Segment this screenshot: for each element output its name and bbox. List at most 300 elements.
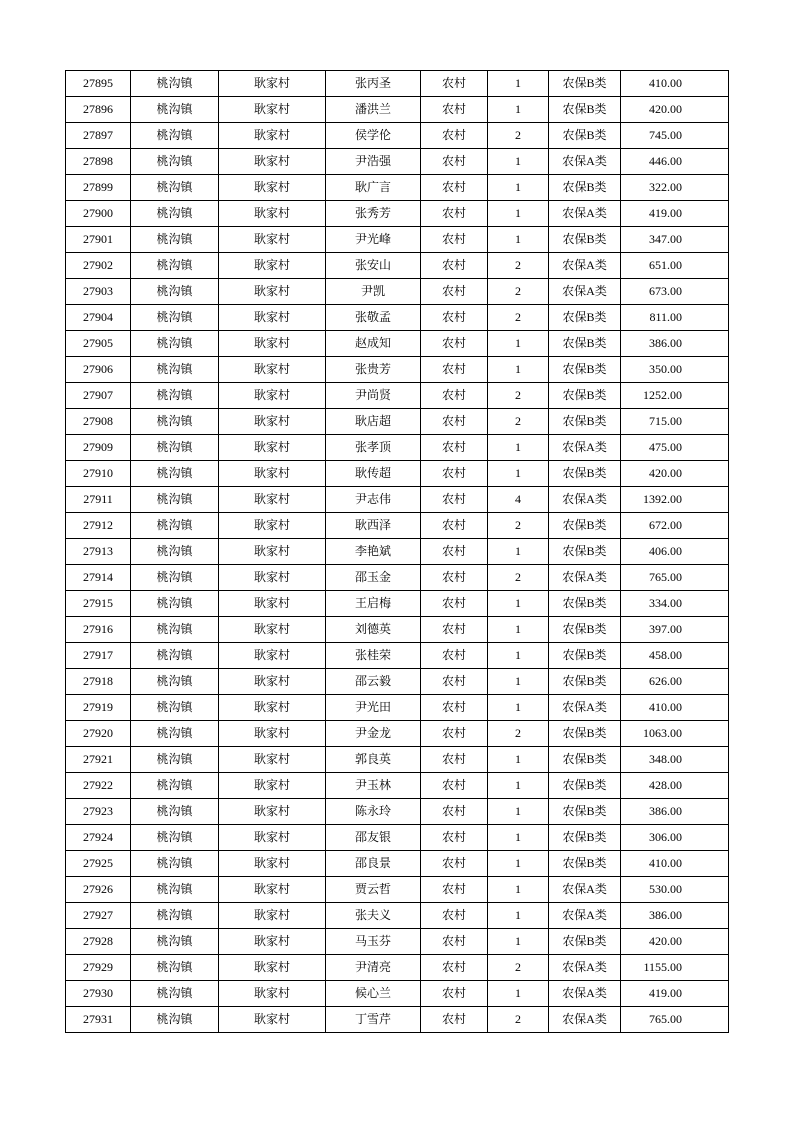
cell-name: 尹金龙 <box>326 721 421 747</box>
cell-count: 1 <box>488 669 549 695</box>
cell-category: 农村 <box>421 929 488 955</box>
cell-town: 桃沟镇 <box>131 409 219 435</box>
cell-amount: 1392.00 <box>621 487 729 513</box>
table-row <box>66 695 729 721</box>
cell-village: 耿家村 <box>219 487 326 513</box>
table-row <box>66 123 729 149</box>
cell-category: 农村 <box>421 487 488 513</box>
cell-id: 27897 <box>66 123 131 149</box>
cell-town: 桃沟镇 <box>131 331 219 357</box>
cell-amount: 397.00 <box>621 617 729 643</box>
table-row <box>66 825 729 851</box>
cell-insurance: 农保B类 <box>549 799 621 825</box>
cell-town: 桃沟镇 <box>131 227 219 253</box>
cell-category: 农村 <box>421 227 488 253</box>
cell-count: 1 <box>488 71 549 97</box>
table-row <box>66 305 729 331</box>
cell-town: 桃沟镇 <box>131 825 219 851</box>
cell-count: 2 <box>488 123 549 149</box>
cell-amount: 673.00 <box>621 279 729 305</box>
cell-insurance: 农保A类 <box>549 201 621 227</box>
cell-insurance: 农保B类 <box>549 71 621 97</box>
cell-count: 1 <box>488 539 549 565</box>
cell-town: 桃沟镇 <box>131 305 219 331</box>
cell-insurance: 农保B类 <box>549 591 621 617</box>
cell-insurance: 农保B类 <box>549 97 621 123</box>
cell-town: 桃沟镇 <box>131 149 219 175</box>
cell-name: 耿西泽 <box>326 513 421 539</box>
cell-village: 耿家村 <box>219 825 326 851</box>
table-row <box>66 435 729 461</box>
cell-id: 27907 <box>66 383 131 409</box>
table-row <box>66 175 729 201</box>
cell-village: 耿家村 <box>219 279 326 305</box>
cell-category: 农村 <box>421 617 488 643</box>
table-row <box>66 877 729 903</box>
cell-town: 桃沟镇 <box>131 981 219 1007</box>
cell-count: 1 <box>488 747 549 773</box>
table-row <box>66 669 729 695</box>
cell-name: 丁雪芹 <box>326 1007 421 1033</box>
cell-id: 27913 <box>66 539 131 565</box>
cell-count: 2 <box>488 383 549 409</box>
cell-name: 贾云哲 <box>326 877 421 903</box>
cell-village: 耿家村 <box>219 227 326 253</box>
cell-id: 27898 <box>66 149 131 175</box>
cell-id: 27917 <box>66 643 131 669</box>
cell-amount: 419.00 <box>621 201 729 227</box>
cell-id: 27914 <box>66 565 131 591</box>
cell-count: 2 <box>488 955 549 981</box>
cell-town: 桃沟镇 <box>131 617 219 643</box>
cell-amount: 420.00 <box>621 97 729 123</box>
cell-name: 邵云毅 <box>326 669 421 695</box>
cell-category: 农村 <box>421 305 488 331</box>
cell-town: 桃沟镇 <box>131 747 219 773</box>
cell-amount: 458.00 <box>621 643 729 669</box>
table-row <box>66 227 729 253</box>
cell-count: 1 <box>488 773 549 799</box>
cell-count: 2 <box>488 513 549 539</box>
table-row <box>66 747 729 773</box>
cell-amount: 475.00 <box>621 435 729 461</box>
table-row <box>66 1007 729 1033</box>
cell-category: 农村 <box>421 71 488 97</box>
cell-name: 张孝顶 <box>326 435 421 461</box>
table-row <box>66 201 729 227</box>
cell-village: 耿家村 <box>219 929 326 955</box>
cell-village: 耿家村 <box>219 123 326 149</box>
cell-insurance: 农保A类 <box>549 253 621 279</box>
cell-village: 耿家村 <box>219 903 326 929</box>
cell-id: 27924 <box>66 825 131 851</box>
cell-id: 27911 <box>66 487 131 513</box>
cell-name: 潘洪兰 <box>326 97 421 123</box>
cell-village: 耿家村 <box>219 201 326 227</box>
cell-insurance: 农保B类 <box>549 227 621 253</box>
cell-amount: 446.00 <box>621 149 729 175</box>
cell-village: 耿家村 <box>219 747 326 773</box>
cell-count: 2 <box>488 409 549 435</box>
cell-id: 27905 <box>66 331 131 357</box>
cell-count: 1 <box>488 695 549 721</box>
cell-village: 耿家村 <box>219 513 326 539</box>
table-row <box>66 71 729 97</box>
cell-amount: 334.00 <box>621 591 729 617</box>
cell-village: 耿家村 <box>219 799 326 825</box>
cell-town: 桃沟镇 <box>131 383 219 409</box>
cell-id: 27912 <box>66 513 131 539</box>
cell-category: 农村 <box>421 149 488 175</box>
cell-insurance: 农保A类 <box>549 487 621 513</box>
cell-amount: 811.00 <box>621 305 729 331</box>
cell-amount: 306.00 <box>621 825 729 851</box>
cell-village: 耿家村 <box>219 539 326 565</box>
cell-insurance: 农保B类 <box>549 383 621 409</box>
cell-id: 27908 <box>66 409 131 435</box>
cell-village: 耿家村 <box>219 981 326 1007</box>
cell-name: 耿店超 <box>326 409 421 435</box>
cell-town: 桃沟镇 <box>131 357 219 383</box>
cell-count: 2 <box>488 1007 549 1033</box>
cell-count: 1 <box>488 903 549 929</box>
table-row <box>66 643 729 669</box>
cell-name: 尹尚贤 <box>326 383 421 409</box>
cell-category: 农村 <box>421 123 488 149</box>
cell-town: 桃沟镇 <box>131 773 219 799</box>
cell-count: 4 <box>488 487 549 513</box>
cell-amount: 350.00 <box>621 357 729 383</box>
cell-amount: 1252.00 <box>621 383 729 409</box>
cell-id: 27921 <box>66 747 131 773</box>
cell-town: 桃沟镇 <box>131 565 219 591</box>
cell-name: 张秀芳 <box>326 201 421 227</box>
cell-id: 27925 <box>66 851 131 877</box>
cell-insurance: 农保B类 <box>549 331 621 357</box>
cell-town: 桃沟镇 <box>131 591 219 617</box>
cell-name: 邵玉金 <box>326 565 421 591</box>
cell-id: 27929 <box>66 955 131 981</box>
cell-village: 耿家村 <box>219 253 326 279</box>
cell-name: 尹志伟 <box>326 487 421 513</box>
cell-insurance: 农保A类 <box>549 981 621 1007</box>
cell-name: 马玉芬 <box>326 929 421 955</box>
cell-village: 耿家村 <box>219 591 326 617</box>
cell-insurance: 农保B类 <box>549 643 621 669</box>
cell-town: 桃沟镇 <box>131 201 219 227</box>
cell-town: 桃沟镇 <box>131 903 219 929</box>
cell-town: 桃沟镇 <box>131 799 219 825</box>
cell-name: 郭良英 <box>326 747 421 773</box>
cell-id: 27922 <box>66 773 131 799</box>
cell-insurance: 农保B类 <box>549 669 621 695</box>
cell-village: 耿家村 <box>219 305 326 331</box>
cell-town: 桃沟镇 <box>131 643 219 669</box>
cell-category: 农村 <box>421 695 488 721</box>
table-row <box>66 279 729 305</box>
cell-category: 农村 <box>421 513 488 539</box>
cell-amount: 386.00 <box>621 799 729 825</box>
cell-insurance: 农保B类 <box>549 539 621 565</box>
cell-insurance: 农保B类 <box>549 357 621 383</box>
cell-category: 农村 <box>421 851 488 877</box>
cell-amount: 410.00 <box>621 71 729 97</box>
table-row <box>66 617 729 643</box>
table-row <box>66 383 729 409</box>
cell-name: 邵良景 <box>326 851 421 877</box>
cell-category: 农村 <box>421 669 488 695</box>
cell-village: 耿家村 <box>219 643 326 669</box>
cell-name: 陈永玲 <box>326 799 421 825</box>
cell-count: 1 <box>488 175 549 201</box>
table-row <box>66 955 729 981</box>
table-row <box>66 253 729 279</box>
table-row <box>66 981 729 1007</box>
cell-village: 耿家村 <box>219 331 326 357</box>
cell-count: 1 <box>488 825 549 851</box>
cell-village: 耿家村 <box>219 565 326 591</box>
cell-count: 2 <box>488 253 549 279</box>
cell-count: 1 <box>488 97 549 123</box>
cell-count: 2 <box>488 565 549 591</box>
cell-amount: 348.00 <box>621 747 729 773</box>
cell-name: 张安山 <box>326 253 421 279</box>
cell-name: 尹凯 <box>326 279 421 305</box>
cell-id: 27896 <box>66 97 131 123</box>
cell-id: 27909 <box>66 435 131 461</box>
table-row <box>66 331 729 357</box>
cell-name: 张桂荣 <box>326 643 421 669</box>
cell-id: 27918 <box>66 669 131 695</box>
cell-id: 27904 <box>66 305 131 331</box>
cell-village: 耿家村 <box>219 669 326 695</box>
cell-insurance: 农保A类 <box>549 279 621 305</box>
cell-category: 农村 <box>421 461 488 487</box>
cell-name: 张丙圣 <box>326 71 421 97</box>
cell-id: 27899 <box>66 175 131 201</box>
cell-amount: 745.00 <box>621 123 729 149</box>
cell-town: 桃沟镇 <box>131 539 219 565</box>
cell-town: 桃沟镇 <box>131 669 219 695</box>
cell-village: 耿家村 <box>219 1007 326 1033</box>
cell-id: 27900 <box>66 201 131 227</box>
cell-village: 耿家村 <box>219 409 326 435</box>
cell-town: 桃沟镇 <box>131 955 219 981</box>
table-row <box>66 721 729 747</box>
cell-town: 桃沟镇 <box>131 461 219 487</box>
cell-village: 耿家村 <box>219 955 326 981</box>
table-row <box>66 487 729 513</box>
cell-insurance: 农保B类 <box>549 825 621 851</box>
cell-id: 27923 <box>66 799 131 825</box>
cell-category: 农村 <box>421 1007 488 1033</box>
cell-count: 1 <box>488 435 549 461</box>
table-row <box>66 773 729 799</box>
cell-category: 农村 <box>421 357 488 383</box>
cell-insurance: 农保B类 <box>549 747 621 773</box>
cell-count: 1 <box>488 617 549 643</box>
records-table <box>65 70 729 1033</box>
cell-category: 农村 <box>421 981 488 1007</box>
cell-insurance: 农保B类 <box>549 305 621 331</box>
cell-count: 1 <box>488 461 549 487</box>
table-row <box>66 539 729 565</box>
cell-count: 1 <box>488 851 549 877</box>
cell-id: 27930 <box>66 981 131 1007</box>
cell-village: 耿家村 <box>219 175 326 201</box>
records-table-body <box>66 71 729 1033</box>
cell-insurance: 农保B类 <box>549 123 621 149</box>
cell-id: 27927 <box>66 903 131 929</box>
cell-name: 尹光田 <box>326 695 421 721</box>
table-row <box>66 929 729 955</box>
cell-id: 27928 <box>66 929 131 955</box>
cell-category: 农村 <box>421 435 488 461</box>
table-row <box>66 851 729 877</box>
cell-amount: 1155.00 <box>621 955 729 981</box>
cell-name: 耿广言 <box>326 175 421 201</box>
cell-name: 赵成知 <box>326 331 421 357</box>
cell-id: 27926 <box>66 877 131 903</box>
cell-amount: 530.00 <box>621 877 729 903</box>
cell-id: 27910 <box>66 461 131 487</box>
cell-amount: 672.00 <box>621 513 729 539</box>
cell-id: 27919 <box>66 695 131 721</box>
cell-count: 1 <box>488 357 549 383</box>
cell-amount: 420.00 <box>621 461 729 487</box>
cell-insurance: 农保B类 <box>549 513 621 539</box>
cell-insurance: 农保A类 <box>549 903 621 929</box>
cell-insurance: 农保B类 <box>549 409 621 435</box>
cell-amount: 1063.00 <box>621 721 729 747</box>
cell-category: 农村 <box>421 539 488 565</box>
cell-category: 农村 <box>421 201 488 227</box>
cell-town: 桃沟镇 <box>131 929 219 955</box>
cell-town: 桃沟镇 <box>131 877 219 903</box>
cell-count: 1 <box>488 591 549 617</box>
cell-town: 桃沟镇 <box>131 435 219 461</box>
cell-count: 1 <box>488 929 549 955</box>
cell-town: 桃沟镇 <box>131 721 219 747</box>
cell-id: 27895 <box>66 71 131 97</box>
cell-category: 农村 <box>421 903 488 929</box>
cell-count: 1 <box>488 149 549 175</box>
cell-insurance: 农保A类 <box>549 435 621 461</box>
cell-category: 农村 <box>421 643 488 669</box>
cell-village: 耿家村 <box>219 773 326 799</box>
cell-count: 1 <box>488 799 549 825</box>
cell-name: 侯学伦 <box>326 123 421 149</box>
table-row <box>66 97 729 123</box>
cell-name: 尹清亮 <box>326 955 421 981</box>
table-row <box>66 461 729 487</box>
cell-village: 耿家村 <box>219 617 326 643</box>
cell-village: 耿家村 <box>219 97 326 123</box>
cell-town: 桃沟镇 <box>131 175 219 201</box>
cell-id: 27915 <box>66 591 131 617</box>
cell-name: 尹玉林 <box>326 773 421 799</box>
cell-amount: 765.00 <box>621 1007 729 1033</box>
cell-count: 1 <box>488 331 549 357</box>
cell-village: 耿家村 <box>219 851 326 877</box>
cell-category: 农村 <box>421 955 488 981</box>
cell-town: 桃沟镇 <box>131 487 219 513</box>
cell-id: 27931 <box>66 1007 131 1033</box>
cell-amount: 410.00 <box>621 851 729 877</box>
cell-insurance: 农保A类 <box>549 877 621 903</box>
cell-insurance: 农保A类 <box>549 955 621 981</box>
cell-insurance: 农保B类 <box>549 617 621 643</box>
cell-town: 桃沟镇 <box>131 695 219 721</box>
cell-amount: 406.00 <box>621 539 729 565</box>
cell-name: 尹浩强 <box>326 149 421 175</box>
cell-id: 27906 <box>66 357 131 383</box>
cell-name: 刘德英 <box>326 617 421 643</box>
cell-amount: 322.00 <box>621 175 729 201</box>
cell-village: 耿家村 <box>219 877 326 903</box>
cell-amount: 419.00 <box>621 981 729 1007</box>
cell-amount: 386.00 <box>621 331 729 357</box>
cell-amount: 386.00 <box>621 903 729 929</box>
table-row <box>66 149 729 175</box>
cell-insurance: 农保A类 <box>549 149 621 175</box>
cell-insurance: 农保B类 <box>549 175 621 201</box>
cell-amount: 715.00 <box>621 409 729 435</box>
cell-count: 2 <box>488 279 549 305</box>
cell-id: 27920 <box>66 721 131 747</box>
cell-category: 农村 <box>421 825 488 851</box>
cell-village: 耿家村 <box>219 435 326 461</box>
cell-village: 耿家村 <box>219 461 326 487</box>
cell-name: 邵友银 <box>326 825 421 851</box>
cell-insurance: 农保B类 <box>549 929 621 955</box>
cell-category: 农村 <box>421 97 488 123</box>
cell-count: 1 <box>488 227 549 253</box>
cell-insurance: 农保B类 <box>549 851 621 877</box>
cell-category: 农村 <box>421 279 488 305</box>
cell-village: 耿家村 <box>219 71 326 97</box>
cell-count: 1 <box>488 643 549 669</box>
cell-category: 农村 <box>421 565 488 591</box>
cell-id: 27901 <box>66 227 131 253</box>
cell-town: 桃沟镇 <box>131 1007 219 1033</box>
cell-category: 农村 <box>421 773 488 799</box>
table-row <box>66 513 729 539</box>
cell-category: 农村 <box>421 747 488 773</box>
cell-village: 耿家村 <box>219 357 326 383</box>
cell-village: 耿家村 <box>219 721 326 747</box>
cell-amount: 410.00 <box>621 695 729 721</box>
cell-count: 2 <box>488 721 549 747</box>
cell-village: 耿家村 <box>219 383 326 409</box>
cell-town: 桃沟镇 <box>131 253 219 279</box>
cell-insurance: 农保A类 <box>549 565 621 591</box>
cell-name: 耿传超 <box>326 461 421 487</box>
table-row <box>66 357 729 383</box>
cell-amount: 347.00 <box>621 227 729 253</box>
cell-name: 张贵芳 <box>326 357 421 383</box>
cell-category: 农村 <box>421 409 488 435</box>
cell-village: 耿家村 <box>219 149 326 175</box>
cell-town: 桃沟镇 <box>131 97 219 123</box>
cell-name: 尹光峰 <box>326 227 421 253</box>
cell-id: 27902 <box>66 253 131 279</box>
cell-category: 农村 <box>421 877 488 903</box>
cell-town: 桃沟镇 <box>131 513 219 539</box>
cell-category: 农村 <box>421 175 488 201</box>
cell-count: 1 <box>488 877 549 903</box>
cell-name: 张敬孟 <box>326 305 421 331</box>
